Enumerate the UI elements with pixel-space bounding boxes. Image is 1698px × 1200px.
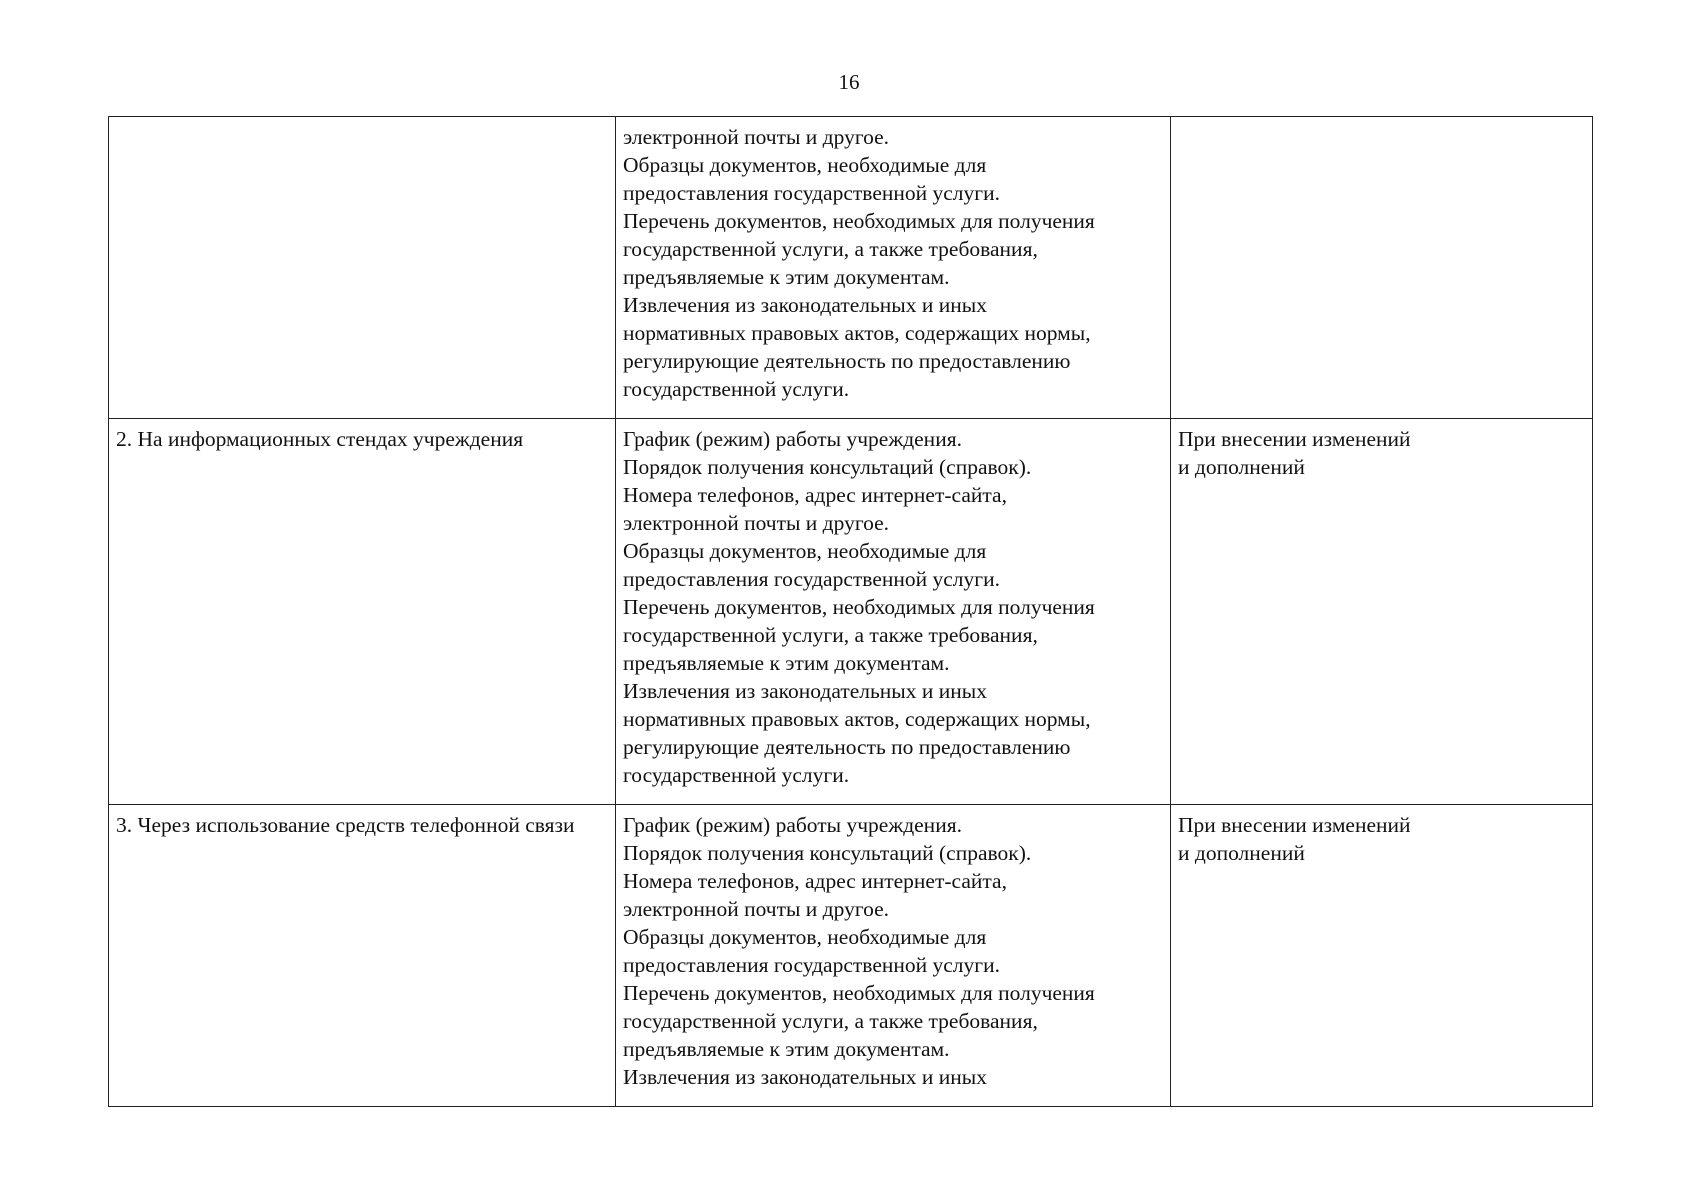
content-line: предоставления государственной услуги. xyxy=(623,953,1000,977)
content-line: электронной почты и другое. xyxy=(623,125,890,149)
content-line: предоставления государственной услуги. xyxy=(623,181,1000,205)
content-line: государственной услуги, а также требования, xyxy=(623,623,1038,647)
table-row xyxy=(109,805,1593,1107)
content-line: предоставления государственной услуги. xyxy=(623,567,1000,591)
content-line: предъявляемые к этим документам. xyxy=(623,265,950,289)
content-line: государственной услуги, а также требования, xyxy=(623,1009,1038,1033)
content-line: График (режим) работы учреждения. xyxy=(623,813,962,837)
frequency-line: и дополнений xyxy=(1178,841,1305,865)
content-line: Образцы документов, необходимые для xyxy=(623,925,987,949)
content-line: Перечень документов, необходимых для получения xyxy=(623,981,1095,1005)
content-cell xyxy=(616,419,1171,805)
content-line: государственной услуги. xyxy=(623,763,850,787)
content-line: Извлечения из законодательных и иных xyxy=(623,679,987,703)
method-cell xyxy=(109,419,616,805)
content-cell xyxy=(616,117,1171,419)
method-text: 2. На информационных стендах учреждения xyxy=(116,427,524,451)
method-cell xyxy=(109,805,616,1107)
information-table xyxy=(108,116,1593,1107)
content-line: регулирующие деятельность по предоставлению xyxy=(623,349,1071,373)
frequency-cell xyxy=(1171,805,1593,1107)
frequency-cell xyxy=(1171,117,1593,419)
content-line: нормативных правовых актов, содержащих нормы, xyxy=(623,707,1091,731)
content-line: Перечень документов, необходимых для получения xyxy=(623,595,1095,619)
content-line: регулирующие деятельность по предоставлению xyxy=(623,735,1071,759)
content-line: Порядок получения консультаций (справок). xyxy=(623,841,1032,865)
page-number: 16 xyxy=(838,70,860,94)
table-row xyxy=(109,419,1593,805)
content-line: Номера телефонов, адрес интернет-сайта, xyxy=(623,869,1007,893)
content-line: Номера телефонов, адрес интернет-сайта, xyxy=(623,483,1007,507)
content-line: Извлечения из законодательных и иных xyxy=(623,1065,987,1089)
table-row xyxy=(109,117,1593,419)
frequency-line: и дополнений xyxy=(1178,455,1305,479)
content-line: Образцы документов, необходимые для xyxy=(623,539,987,563)
content-line: нормативных правовых актов, содержащих нормы, xyxy=(623,321,1091,345)
content-line: электронной почты и другое. xyxy=(623,511,890,535)
content-line: График (режим) работы учреждения. xyxy=(623,427,962,451)
frequency-line: При внесении изменений xyxy=(1178,813,1411,837)
content-line: электронной почты и другое. xyxy=(623,897,890,921)
frequency-cell xyxy=(1171,419,1593,805)
frequency-line: При внесении изменений xyxy=(1178,427,1411,451)
content-line: Извлечения из законодательных и иных xyxy=(623,293,987,317)
content-line: предъявляемые к этим документам. xyxy=(623,1037,950,1061)
content-line: Порядок получения консультаций (справок). xyxy=(623,455,1032,479)
content-cell xyxy=(616,805,1171,1107)
content-line: Перечень документов, необходимых для получения xyxy=(623,209,1095,233)
content-line: государственной услуги. xyxy=(623,377,850,401)
content-line: Образцы документов, необходимые для xyxy=(623,153,987,177)
method-text: 3. Через использование средств телефонной связи xyxy=(116,813,575,837)
content-line: предъявляемые к этим документам. xyxy=(623,651,950,675)
content-line: государственной услуги, а также требования, xyxy=(623,237,1038,261)
method-cell xyxy=(109,117,616,419)
